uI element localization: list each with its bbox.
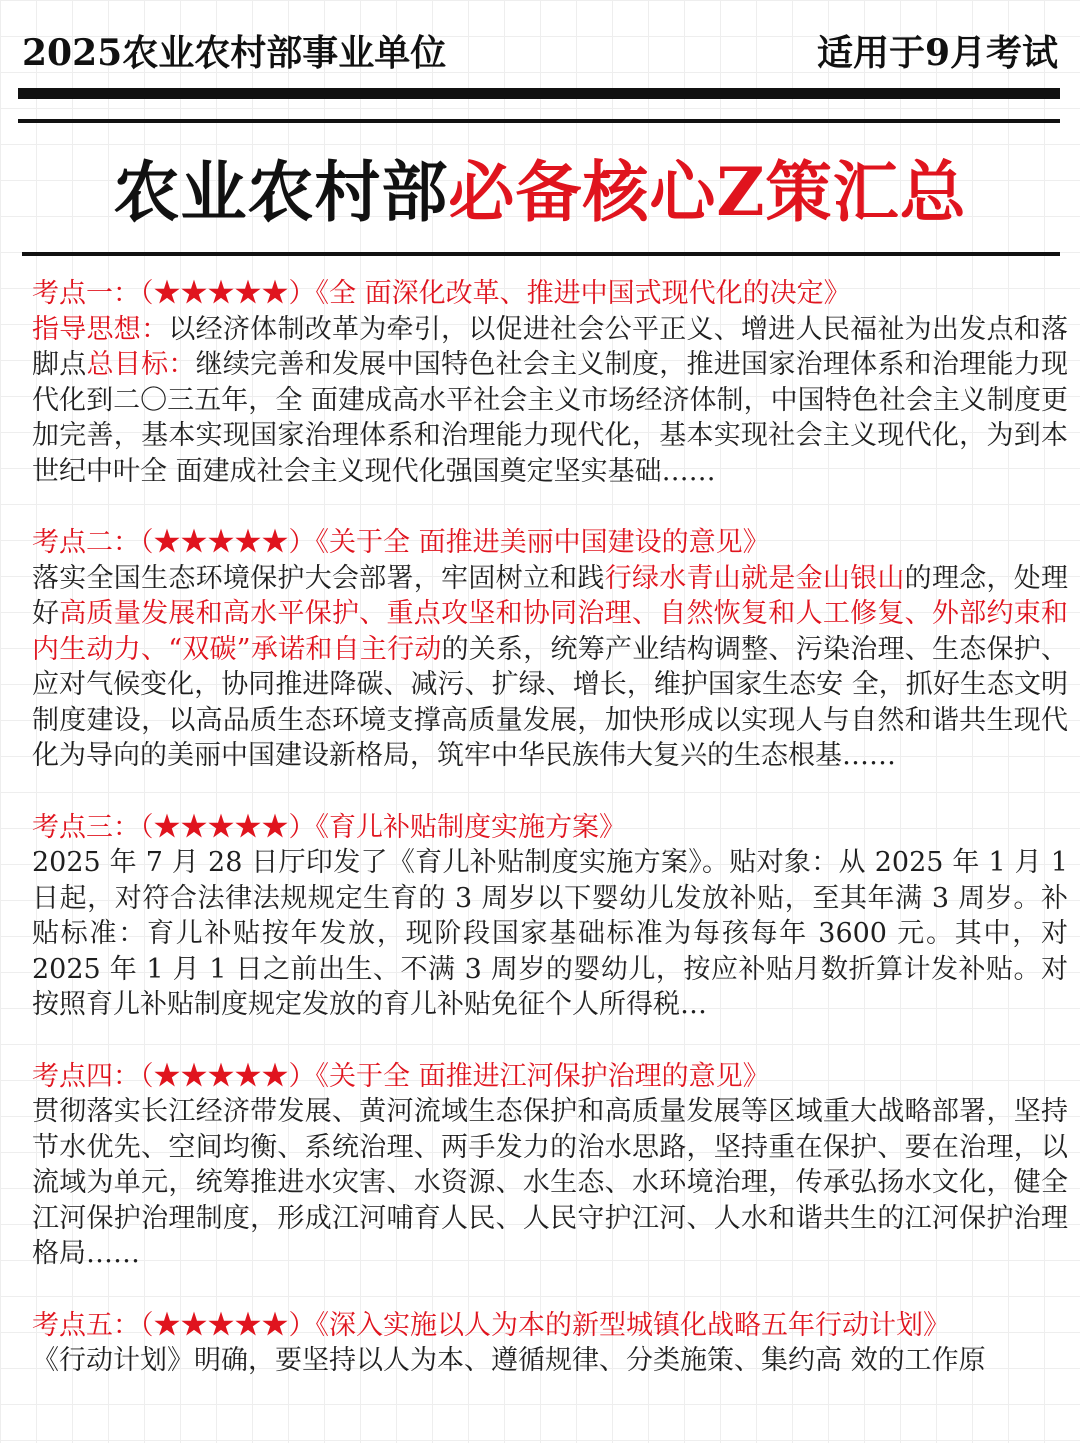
section-body [32,561,1068,774]
section-heading [32,1059,1068,1095]
guiding-thought-text: 以经济体制改革为牵引，以促进社会公平正义、增进人民福祉为出发点和落脚点 [32,313,1069,380]
overall-goal-label: 总目标： [86,349,196,380]
star-rating: （★★★★★） [140,278,316,309]
section-body [32,312,1068,490]
body-text: 的理念，处理好 [32,562,1069,629]
section-label: 考点四： [32,1060,140,1092]
document-title: 《育儿补贴制度实施方案》 [315,811,626,843]
body-text: 落实全国生态环境保护大会部署，牢固树立和践 [32,562,605,594]
highlight-text: 高质量发展和高水平保护、重点攻坚和协同治理、自然恢复和人工修复、外部约束和内生动力、“双碳”承诺和自主行动 [32,598,1069,665]
star-rating: （★★★★★） [140,1060,316,1092]
section-5 [32,1308,1068,1379]
section-4 [32,1059,1068,1272]
star-rating: （★★★★★） [140,1309,316,1341]
page-title [0,142,1080,242]
document-title: 《全 面深化改革、推进中国式现代化的决定》 [315,278,851,309]
section-heading [32,1308,1068,1344]
section-heading [32,525,1068,561]
section-label: 考点三： [32,811,140,843]
title-black-part: 农业农村部 [113,153,449,231]
star-rating: （★★★★★） [140,527,316,558]
header-left: 2025农业农村部事业单位 [22,31,447,74]
title-red-part: 必备核心Z策汇总 [448,153,967,231]
section-1 [32,276,1068,489]
content [32,276,1068,1415]
section-heading [32,810,1068,846]
section-label: 考点一： [32,278,140,309]
header-rule-thick [18,88,1060,99]
section-3 [32,810,1068,1023]
document-title: 《深入实施以人为本的新型城镇化战略五年行动计划》 [315,1309,950,1341]
section-2 [32,525,1068,774]
section-body: 贯彻落实长江经济带发展、黄河流域生态保护和高质量发展等区域重大战略部署，坚持节水优先、空间均衡、系统治理、两手发力的治水思路，坚持重在保护、要在治理，以流域为单元，统筹推进水灾害、水资源、水生态、水环境治理，传承弘扬水文化，健全江河保护治理制度，形成江河哺育人民、人民守护江河、人水和谐共生的江河保护治理格局…… [32,1096,1068,1269]
section-heading [32,276,1068,312]
section-body: 2025 年 7 月 28 日厅印发了《育儿补贴制度实施方案》。贴对象：从 2025 年 1 月 1 日起，对符合法律法规规定生育的 3 周岁以下婴幼儿发放补贴，至其年满 3 周岁。补贴标准：育儿补贴按年发放，现阶段国家基础标准为每孩每年 3600 元。其中，对 2025 年 1 月 1 日之前出生、不满 3 周岁的婴幼儿，按应补贴月数折算计发补贴。对按照育儿补贴制度规定发放的育儿补贴免征个人所得税… [32,847,1068,1020]
section-label: 考点五： [32,1309,140,1341]
section-body: 《行动计划》明确，要坚持以人为本、遵循规律、分类施策、集约高 效的工作原 [32,1345,986,1376]
section-label: 考点二： [32,527,140,558]
guiding-thought-label: 指导思想： [32,313,169,345]
document-title: 《关于全 面推进美丽中国建设的意见》 [315,527,770,558]
highlight-text: 行绿水青山就是金山银山 [604,562,905,594]
page-header [22,20,1058,80]
title-rule [22,252,1060,256]
star-rating: （★★★★★） [140,811,316,843]
body-text: 的关系，统筹产业结构调整、污染治理、生态保护、应对气候变化，协同推进降碳、减污、扩绿、增长，维护国家生态安 全，抓好生态文明制度建设，以高品质生态环境支撑高质量发展，加快形成以实现人与自然和谐共生现代化为导向的美丽中国建设新格局，筑牢中华民族伟大复兴的生态根基…… [32,633,1068,771]
document-title: 《关于全 面推进江河保护治理的意见》 [315,1060,770,1092]
header-rule-thin [18,119,1060,123]
header-right: 适用于9月考试 [816,31,1058,74]
overall-goal-text: 继续完善和发展中国特色社会主义制度，推进国家治理体系和治理能力现代化到二〇三五年，全 面建成高水平社会主义市场经济体制，中国特色社会主义制度更加完善，基本实现国家治理体系和治理能力现代化，基本实现社会主义现代化，为到本世纪中叶全 面建成社会主义现代化强国奠定坚实基础…… [32,349,1069,487]
